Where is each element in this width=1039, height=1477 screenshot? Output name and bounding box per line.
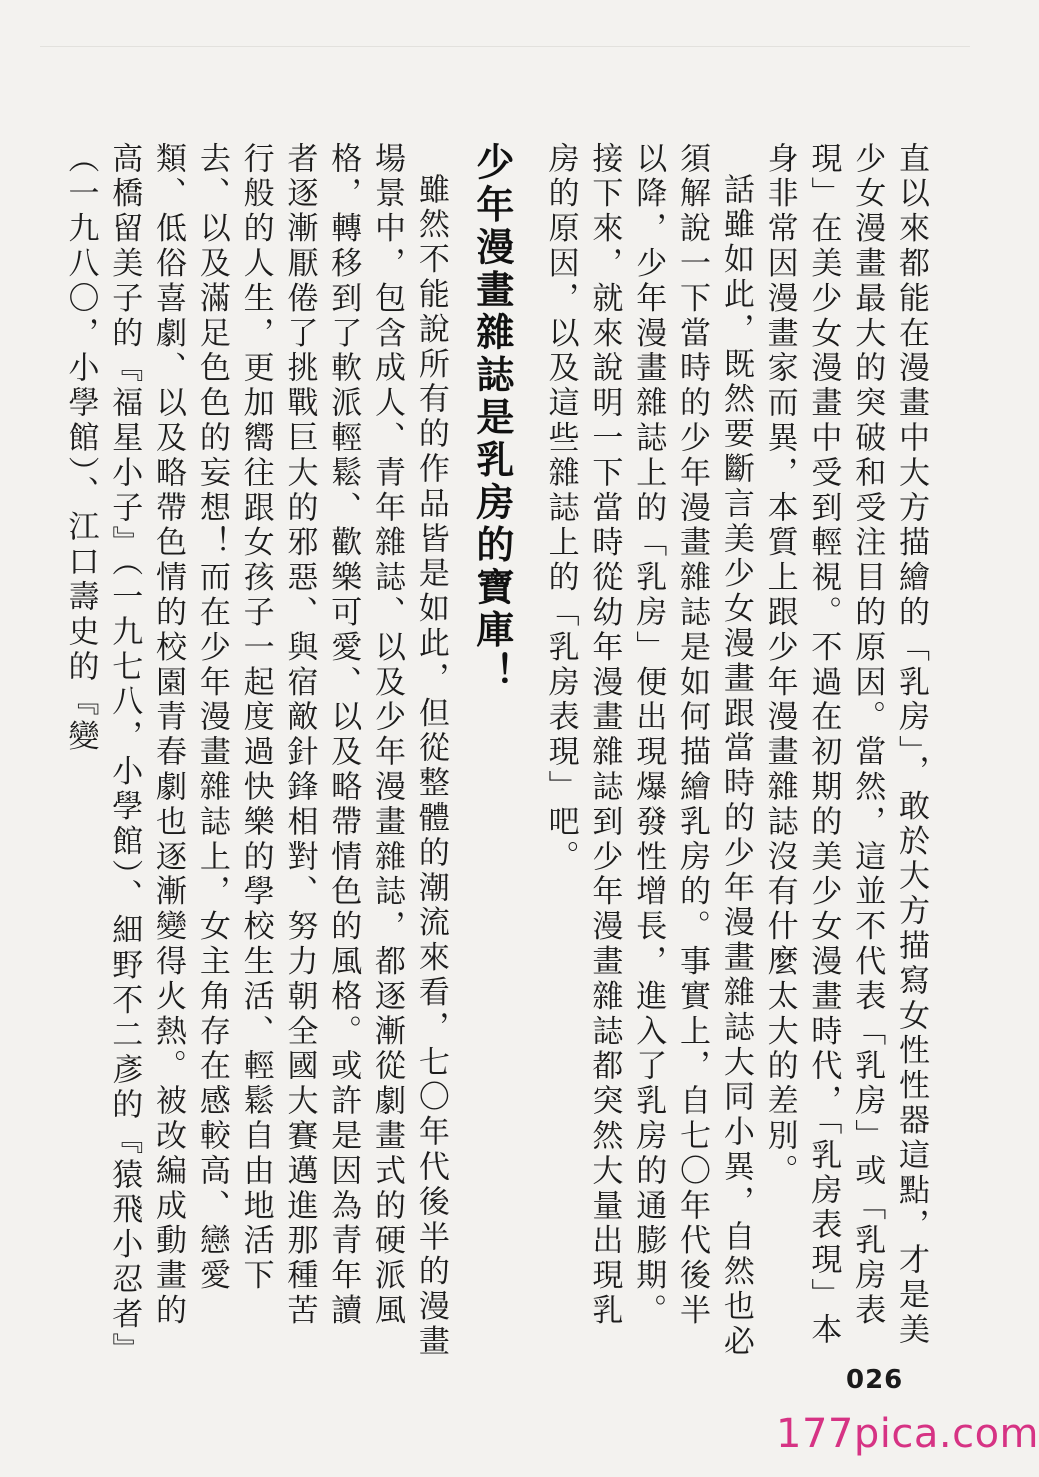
paragraph-1: 直以來都能在漫畫中大方描繪的「乳房」，敢於大方描寫女性性器這點，才是美少女漫畫最大的突破和受注目的原因。當然，這並不代表「乳房」或「乳房表現」在美少女漫畫中受到輕視。不過在初期的美少女漫畫時代，「乳房表現」本身非常因漫畫家而異，本質上跟少年漫畫雜誌沒有什麼太大的差別。: [761, 142, 929, 1348]
page-number: 026: [846, 1365, 904, 1395]
show-through-rule: [40, 46, 970, 47]
section-gap: [522, 142, 538, 1362]
paragraph-2: 話雖如此，既然要斷言美少女漫畫跟當時的少年漫畫雜誌大同小異，自然也必須解說一下當時的少年漫畫雜誌是如何描繪乳房的。事實上，自七〇年代後半以降，少年漫畫雜誌上的「乳房」便出現爆發性增長，進入了乳房的通膨期。接下來，就來說明一下當時從幼年漫畫雜誌到少年漫畫雜誌都突然大量出現乳房的原因，以及這些雜誌上的「乳房表現」吧。: [542, 142, 754, 1360]
site-watermark: 177pica.com: [776, 1411, 1039, 1457]
section-heading: 少年漫畫雜誌是乳房的寶庫！: [469, 142, 514, 695]
paragraph-3: 雖然不能說所有的作品皆是如此，但從整體的潮流來看，七〇年代後半的漫畫場景中，包含成人、青年雜誌、以及少年漫畫雜誌，都逐漸從劇畫式的硬派風格，轉移到了軟派輕鬆、歡樂可愛、以及略帶情色的風格。或許是因為青年讀者逐漸厭倦了挑戰巨大的邪惡、與宿敵針鋒相對、努力朝全國大賽邁進那種苦行般的人生，更加嚮往跟女孩子一起度過快樂的學校生活、輕鬆自由地活下去、以及滿足色色的妄想！而在少年漫畫雜誌上，女主角存在感較高、戀愛類、低俗喜劇、以及略帶色情的校園青春劇也逐漸變得火熱。被改編成動畫的高橋留美子的『福星小子』（一九七八，小學館）、細野不二彥的『猿飛小忍者』（一九八〇，小學館）、江口壽史的『變: [62, 142, 449, 1360]
vertical-text-body: [58, 142, 932, 1362]
